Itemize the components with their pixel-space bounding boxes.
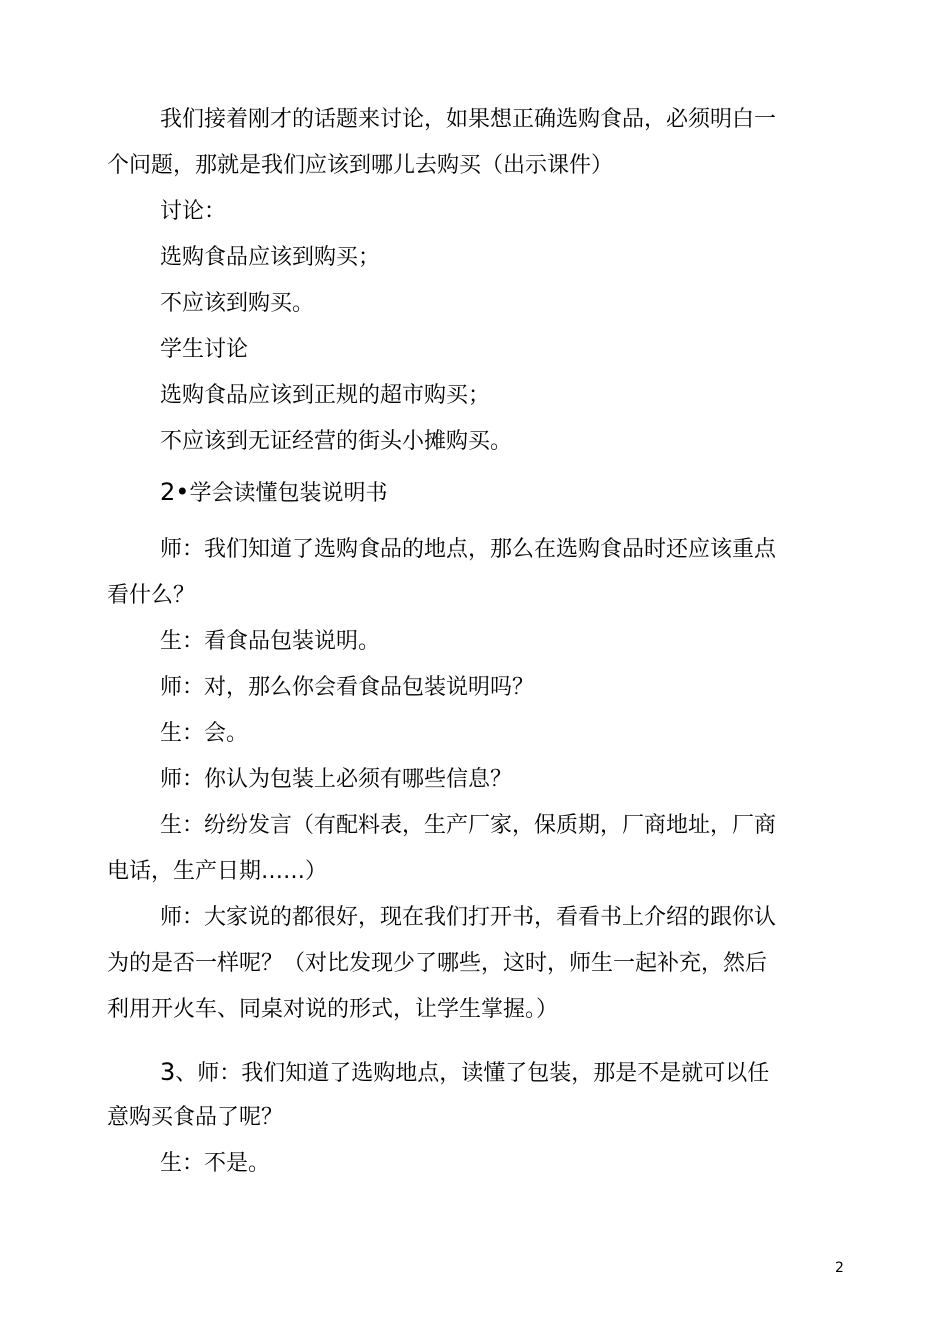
student-line-3-cont: 电话，生产日期……） <box>107 859 328 884</box>
section-3-line-1 <box>160 1058 769 1088</box>
student-line-1: 生：看食品包装说明。 <box>160 629 381 654</box>
section-3-line-2: 意购买食品了呢？ <box>107 1105 284 1130</box>
discussion-prompt-should-not: 不应该到购买。 <box>160 291 315 316</box>
discussion-heading: 讨论： <box>160 199 227 224</box>
section-3-text: 、师：我们知道了选购地点，读懂了包装，那是不是就可以任 <box>175 1061 770 1086</box>
section-2-number: 2• <box>160 478 190 506</box>
section-3-number: 3 <box>160 1058 176 1086</box>
teacher-line-2: 师：对，那么你会看食品包装说明吗？ <box>160 675 535 700</box>
student-line-4: 生：不是。 <box>160 1151 271 1176</box>
answer-should: 选购食品应该到正规的超市购买； <box>160 383 491 408</box>
section-2-title: 学会读懂包装说明书 <box>189 481 388 506</box>
teacher-line-3: 师：你认为包装上必须有哪些信息？ <box>160 767 513 792</box>
section-2-heading <box>160 478 387 508</box>
teacher-line-4-cont-1: 为的是否一样呢？（对比发现少了哪些，这时，师生一起补充，然后 <box>107 951 768 976</box>
paragraph-1-line-1: 我们接着刚才的话题来讨论，如果想正确选购食品，必须明白一 <box>160 107 777 132</box>
teacher-line-1-cont: 看什么？ <box>107 583 196 608</box>
paragraph-1-line-2: 个问题，那就是我们应该到哪儿去购买（出示课件） <box>107 153 614 178</box>
teacher-line-4-cont-2: 利用开火车、同桌对说的形式，让学生掌握。） <box>107 997 559 1022</box>
page-number: 2 <box>835 1260 844 1276</box>
teacher-line-4: 师：大家说的都很好，现在我们打开书，看看书上介绍的跟你认 <box>160 905 777 930</box>
student-line-2: 生：会。 <box>160 721 249 746</box>
student-line-3: 生：纷纷发言（有配料表，生产厂家，保质期，厂商地址，厂商 <box>160 813 777 838</box>
answer-should-not: 不应该到无证经营的街头小摊购买。 <box>160 429 513 454</box>
discussion-prompt-should: 选购食品应该到购买； <box>160 245 381 270</box>
student-discussion-heading: 学生讨论 <box>160 337 249 362</box>
teacher-line-1: 师：我们知道了选购食品的地点，那么在选购食品时还应该重点 <box>160 537 777 562</box>
